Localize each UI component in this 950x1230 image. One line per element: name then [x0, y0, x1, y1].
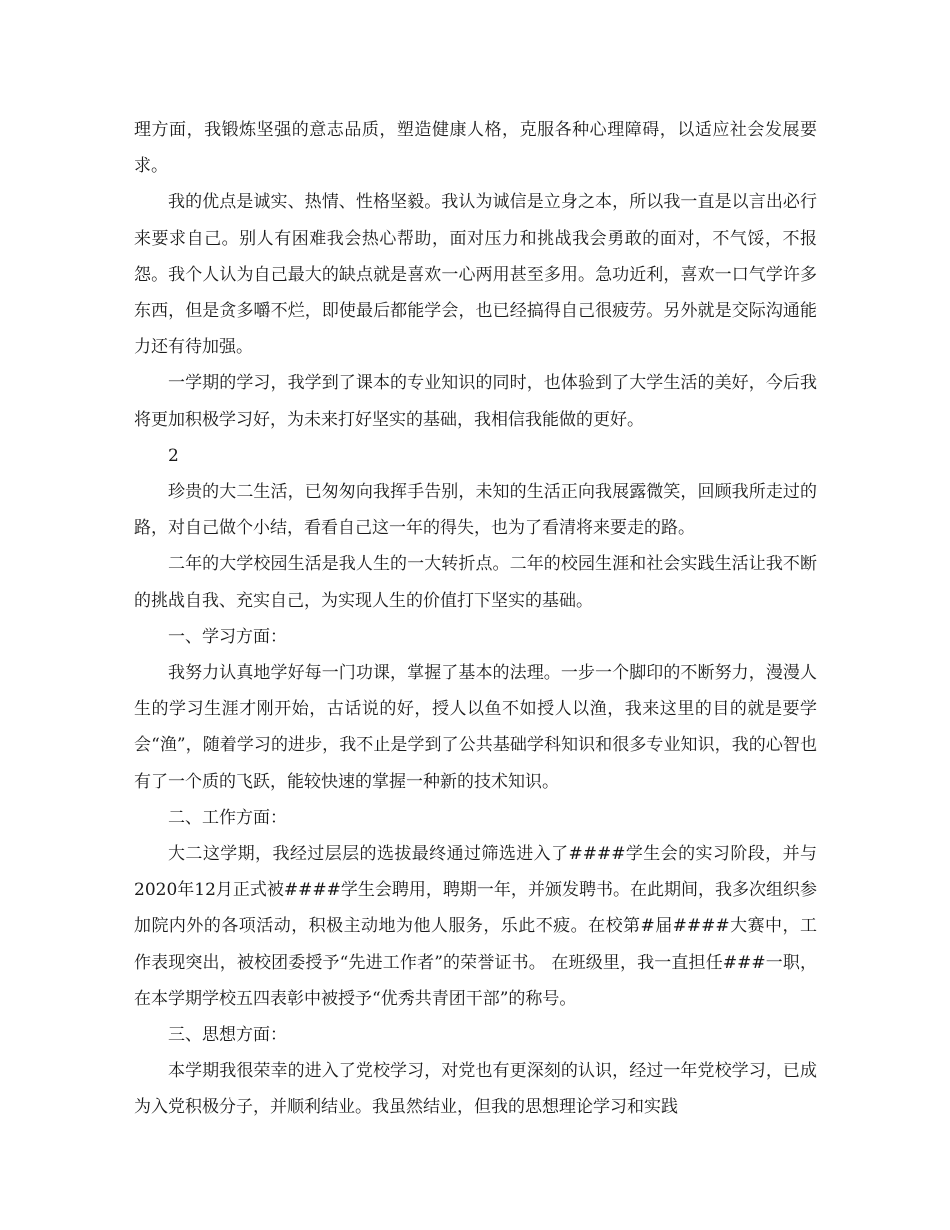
section-number: 2 [168, 445, 179, 466]
paragraph-psychology-continuation: 理方面，我锻炼坚强的意志品质，塑造健康人格，克服各种心理障碍，以适应社会发展要求。 [134, 120, 817, 177]
heading-thought: 三、思想方面： [168, 1025, 287, 1046]
paragraph-campus-life: 二年的大学校园生活是我人生的一大转折点。二年的校园生涯和社会实践生活让我不断的挑战自我、充实自己，为实现人生的价值打下坚实的基础。 [134, 554, 817, 611]
paragraph-study: 我努力认真地学好每一门功课，掌握了基本的法理。一步一个脚印的不断努力，漫漫人生的学习生涯才刚开始，古话说的好，授人以鱼不如授人以渔，我来这里的目的就是要学会“渔”，随着学习的进步，我不止是学到了公共基础学科知识和很多专业知识，我的心智也有了一个质的飞跃，能较快速的掌握一种新的技术知识。 [134, 663, 817, 792]
paragraph-semester-summary: 一学期的学习，我学到了课本的专业知识的同时，也体验到了大学生活的美好，今后我将更加积极学习好，为未来打好坚实的基础，我相信我能做的更好。 [134, 373, 817, 430]
paragraph-thought: 本学期我很荣幸的进入了党校学习，对党也有更深刻的认识，经过一年党校学习，已成为入党积极分子，并顺利结业。我虽然结业，但我的思想理论学习和实践 [134, 1061, 817, 1118]
heading-study: 一、学习方面： [168, 626, 287, 647]
heading-work: 二、工作方面： [168, 807, 287, 828]
document-body [134, 112, 817, 1126]
paragraph-sophomore-intro: 珍贵的大二生活，已匆匆向我挥手告别，未知的生活正向我展露微笑，回顾我所走过的路，对自己做个小结，看看自己这一年的得失，也为了看清将来要走的路。 [134, 482, 817, 539]
paragraph-work: 大二这学期，我经过层层的选拔最终通过筛选进入了####学生会的实习阶段，并与2020年12月正式被####学生会聘用，聘期一年，并颁发聘书。在此期间，我多次组织参加院内外的各项活动，积极主动地为他人服务，乐此不疲。在校第#届####大赛中，工作表现突出，被校团委授予“先进工作者”的荣誉证书。 在班级里，我一直担任###一职，在本学期学校五四表彰中被授予“优秀共青团干部”的称号。 [134, 844, 817, 1009]
paragraph-strengths-weaknesses: 我的优点是诚实、热情、性格坚毅。我认为诚信是立身之本，所以我一直是以言出必行来要求自己。别人有困难我会热心帮助，面对压力和挑战我会勇敢的面对，不气馁，不报怨。我个人认为自己最大的缺点就是喜欢一心两用甚至多用。急功近利，喜欢一口气学许多东西，但是贪多嚼不烂，即使最后都能学会，也已经搞得自己很疲劳。另外就是交际沟通能力还有待加强。 [134, 192, 817, 358]
